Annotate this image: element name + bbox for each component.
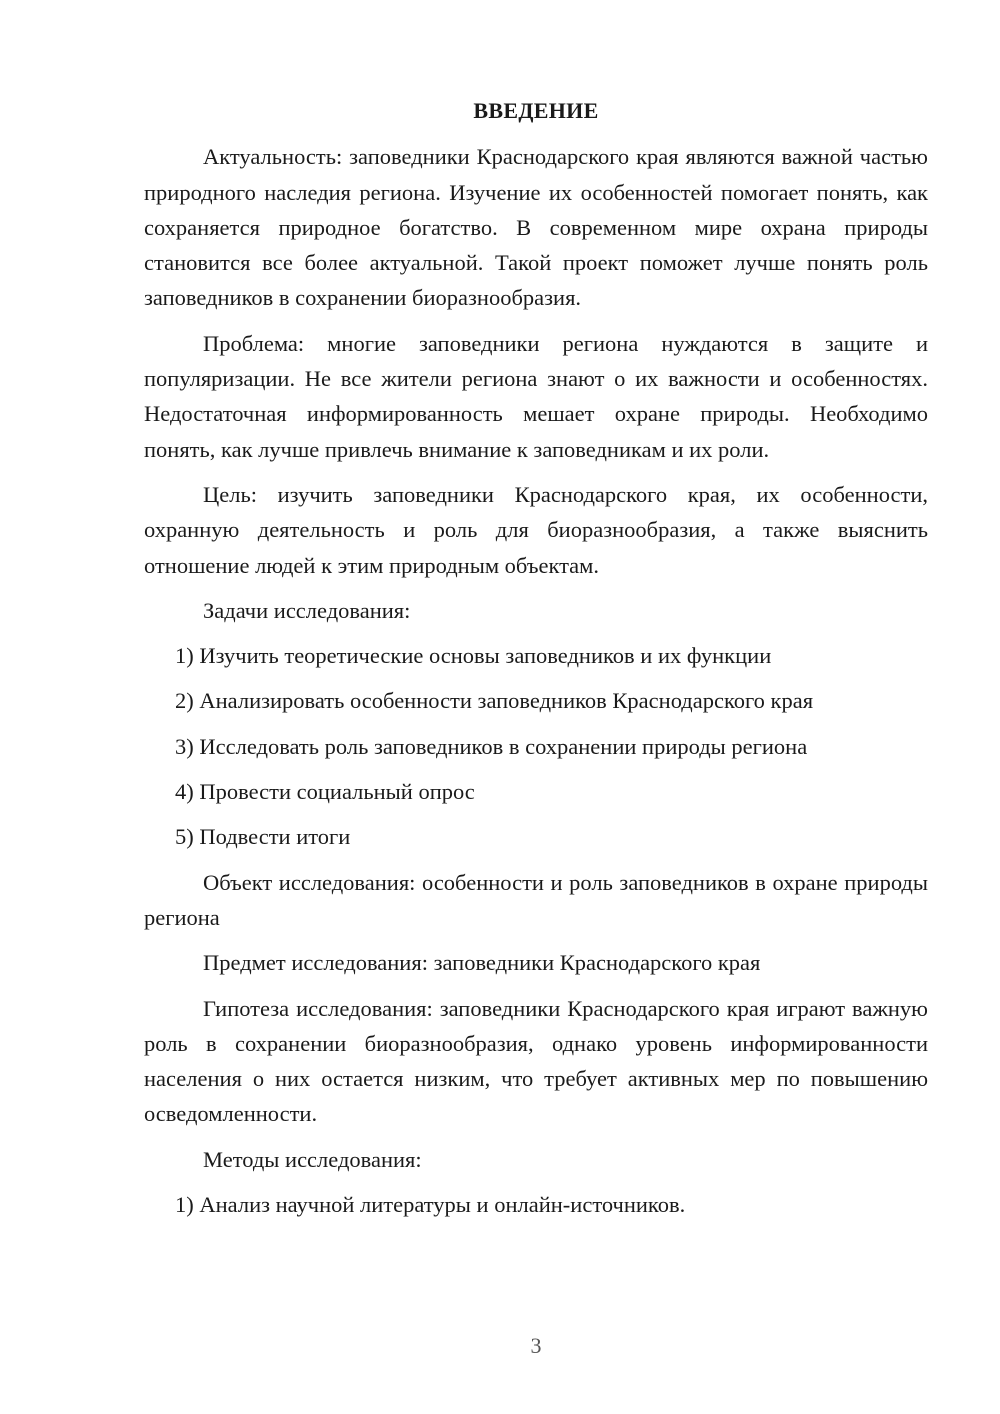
page-number: 3 (530, 1333, 542, 1358)
section-title: ВВЕДЕНИЕ (473, 98, 599, 123)
object-paragraph: Объект исследования: особенности и роль заповедников в охране природы региона (144, 869, 928, 930)
method-item-1: 1) Анализ научной литературы и онлайн-источников. (175, 1192, 686, 1218)
page-content (144, 93, 928, 1232)
tasks-heading: Задачи исследования: (203, 597, 411, 623)
hypothesis-paragraph: Гипотеза исследования: заповедники Краснодарского края играют важную роль в сохранении биоразнообразия, однако уровень информированности населения о них остается низким, что требует активных мер по повышению осведомленности. (144, 995, 928, 1127)
task-item-5: 5) Подвести итоги (175, 824, 351, 850)
methods-heading: Методы исследования: (203, 1146, 422, 1172)
problem-paragraph: Проблема: многие заповедники региона нуждаются в защите и популяризации. Не все жители региона знают о их важности и особенностях. Недостаточная информированность мешает охране природы. Необходимо понять, как лучше привлечь внимание к заповедникам и их роли. (144, 330, 928, 462)
subject-paragraph: Предмет исследования: заповедники Краснодарского края (203, 950, 761, 976)
task-item-1: 1) Изучить теоретические основы заповедников и их функции (175, 643, 772, 669)
task-item-4: 4) Провести социальный опрос (175, 779, 475, 805)
relevance-paragraph: Актуальность: заповедники Краснодарского края являются важной частью природного наследия региона. Изучение их особенностей помогает понять, как сохраняется природное богатство. В современном мире охрана природы становится все более актуальной. Такой проект поможет лучше понять роль заповедников в сохранении биоразнообразия. (144, 144, 928, 311)
goal-paragraph: Цель: изучить заповедники Краснодарского края, их особенности, охранную деятельность и роль для биоразнообразия, а также выяснить отношение людей к этим природным объектам. (144, 481, 928, 578)
task-item-2: 2) Анализировать особенности заповедников Краснодарского края (175, 688, 814, 714)
task-item-3: 3) Исследовать роль заповедников в сохранении природы региона (175, 733, 808, 759)
